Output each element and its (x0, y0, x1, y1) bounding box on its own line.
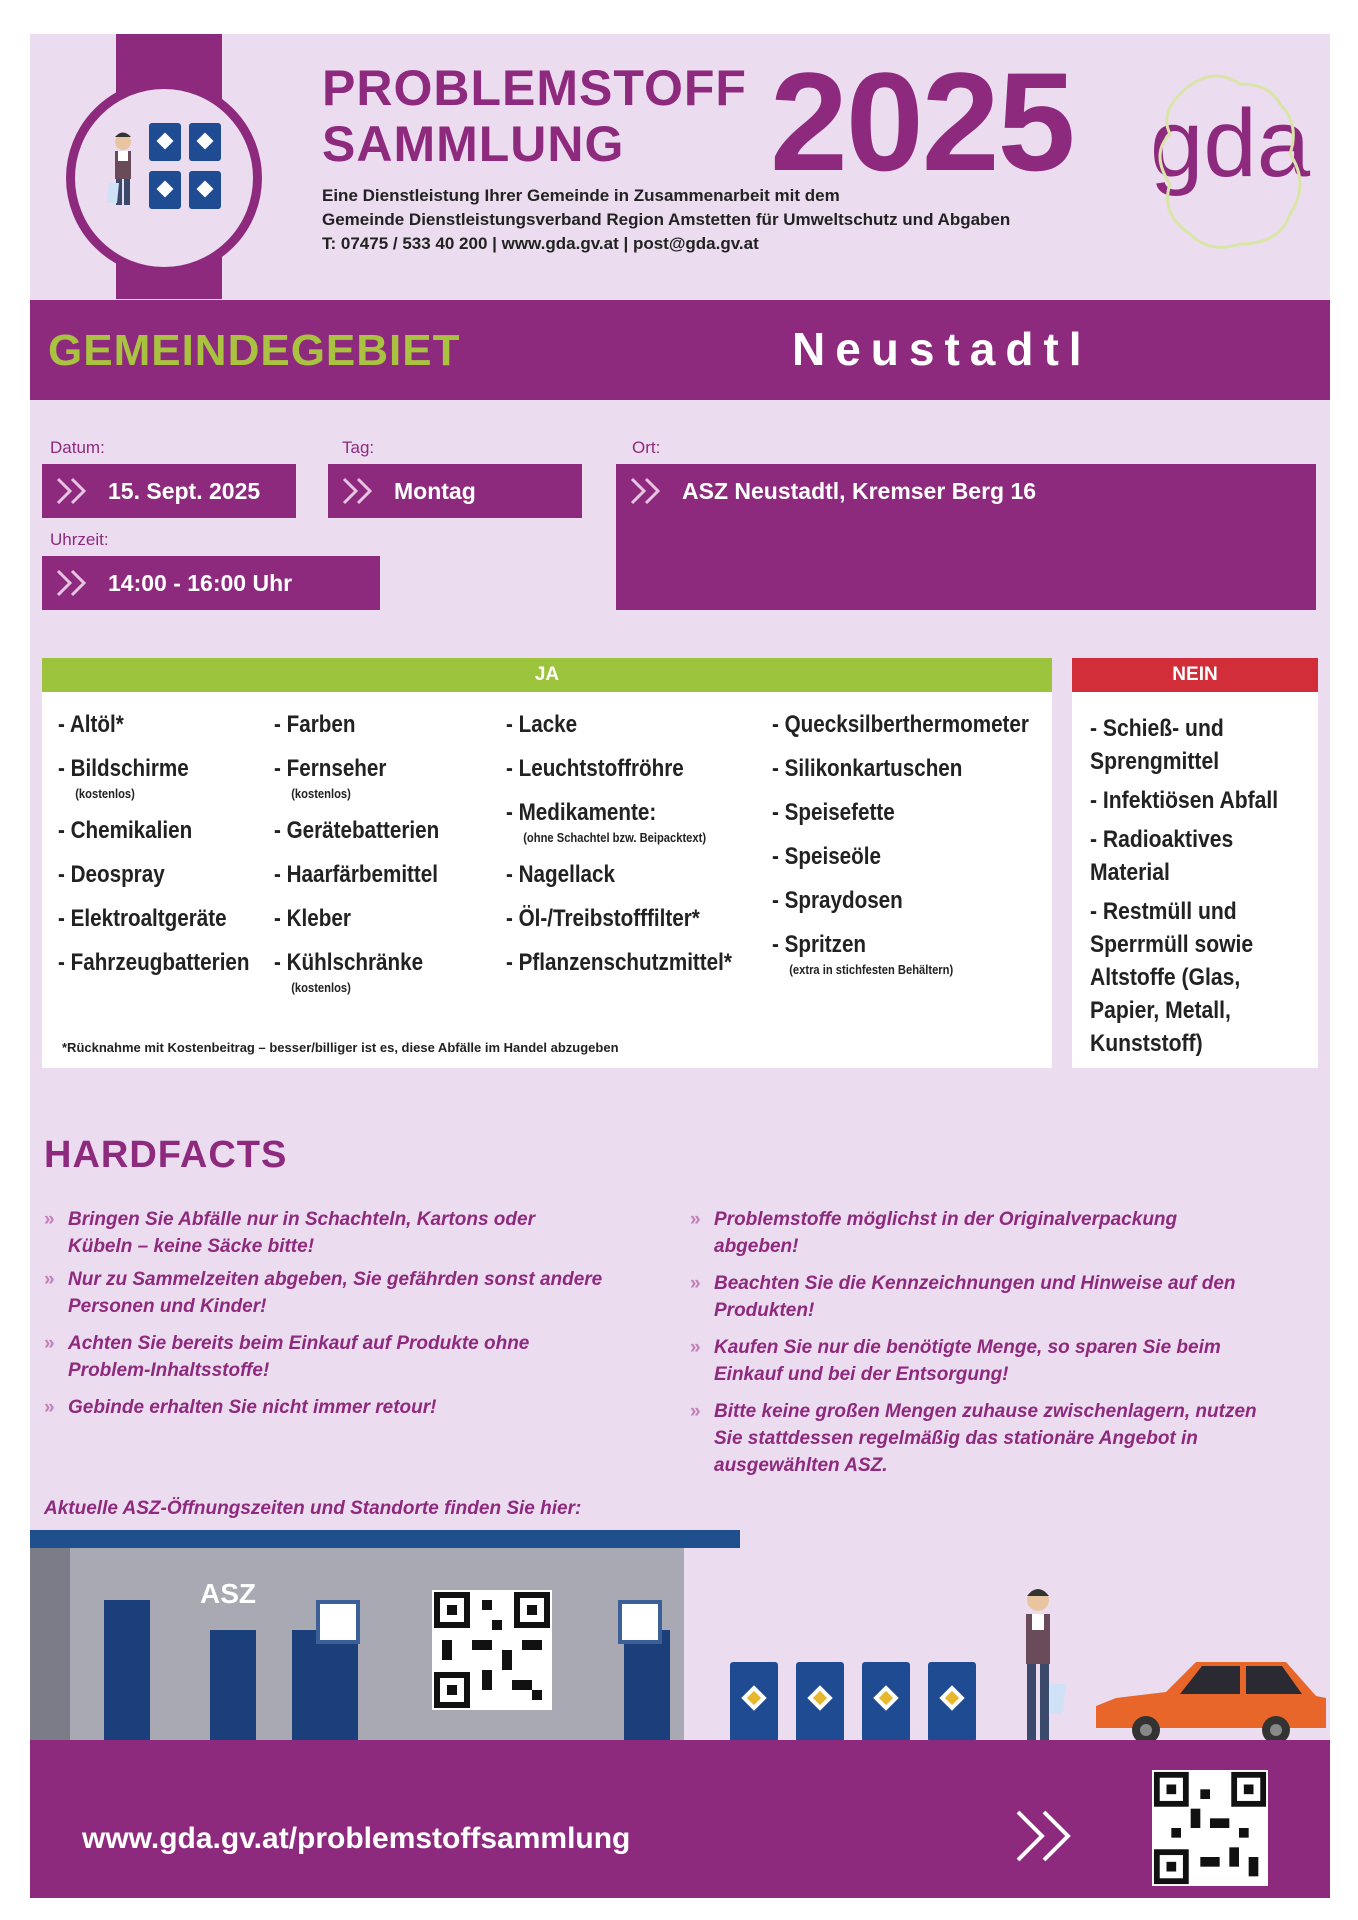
list-item: - Haarfärbemittel (274, 861, 439, 888)
list-item: - Fahrzeugbatterien (58, 949, 250, 976)
building-door (210, 1630, 256, 1740)
footer-url-link[interactable]: www.gda.gv.at/problemstoffsammlung (82, 1822, 631, 1855)
collection-logo (66, 80, 262, 276)
day-value: Montag (394, 478, 476, 504)
hardfact-item: » Bitte keine großen Mengen zuhause zwischenlagern, nutzen Sie stattdessen regelmäßig das stationäre Angebot in ausgewählten ASZ. (690, 1401, 1257, 1476)
list-item: - Speisefette (772, 799, 895, 826)
list-item: - Kühlschränke (kostenlos) (274, 949, 424, 995)
date-value: 15. Sept. 2025 (108, 478, 261, 504)
time-field (42, 556, 380, 610)
double-chevron-icon (630, 477, 670, 505)
double-chevron-icon (56, 477, 96, 505)
footer-qr-code[interactable] (1152, 1770, 1268, 1886)
hardfact-item: » Beachten Sie die Kennzeichnungen und Hinweise auf den Produkten! (690, 1273, 1236, 1321)
subtitle-line-1: Eine Dienstleistung Ihrer Gemeinde in Zusammenarbeit mit dem (322, 186, 840, 205)
footnote: *Rücknahme mit Kostenbeitrag – besser/billiger ist es, diese Abfälle im Handel abzugeben (62, 1040, 619, 1055)
hazard-barrel-icon (796, 1662, 844, 1742)
double-chevron-icon (342, 477, 382, 505)
hardfact-item: » Nur zu Sammelzeiten abgeben, Sie gefährden sonst andere Personen und Kinder! (44, 1269, 603, 1317)
car-icon (1090, 1648, 1330, 1744)
hazard-barrel-icon (730, 1662, 778, 1742)
list-item: - Altöl* (58, 711, 124, 738)
list-item: - Chemikalien (58, 817, 193, 844)
day-field (328, 464, 582, 518)
hardfact-item: » Achten Sie bereits beim Einkauf auf Produkte ohne Problem-Inhaltsstoffe! (44, 1333, 530, 1381)
place-label: Ort: (632, 438, 661, 457)
year: 2025 (770, 43, 1074, 200)
asz-qr-code[interactable] (432, 1590, 552, 1710)
building-roof (30, 1530, 740, 1548)
subtitle-line-2: Gemeinde Dienstleistungsverband Region Amstetten für Umweltschutz und Abgaben (322, 210, 1011, 229)
list-item: - Restmüll und Sperrmüll sowie Altstoffe (Glas, Papier, Metall, Kunststoff) (1090, 898, 1254, 1057)
hazard-barrel-icon (862, 1662, 910, 1742)
accepted-column-2 (274, 710, 466, 1010)
list-item: - Leuchtstoffröhre (506, 755, 684, 782)
asz-info-line: Aktuelle ASZ-Öffnungszeiten und Standorte finden Sie hier: (44, 1498, 582, 1519)
building-door (624, 1630, 670, 1740)
list-item: - Gerätebatterien (274, 817, 440, 844)
gda-logo: gda (1150, 90, 1311, 197)
list-item: - Lacke (506, 711, 578, 738)
municipality-name: Neustadtl (792, 323, 1092, 375)
accepted-column-4 (772, 710, 1071, 992)
list-item: - Spritzen (extra in stichfesten Behältern) (772, 931, 954, 977)
list-item: - Nagellack (506, 861, 615, 888)
title-line-1: PROBLEMSTOFF (322, 60, 747, 116)
hazard-barrel-icon (928, 1662, 976, 1742)
list-item: - Kleber (274, 905, 351, 932)
municipality-label: GEMEINDEGEBIET (48, 326, 461, 375)
time-value: 14:00 - 16:00 Uhr (108, 570, 293, 596)
rejected-list (1090, 712, 1305, 1066)
list-item: - Medikamente: (ohne Schachtel bzw. Beipacktext) (506, 799, 707, 845)
building-door (104, 1600, 150, 1740)
time-label: Uhrzeit: (50, 530, 109, 549)
building-door (292, 1630, 358, 1740)
list-item: - Fernseher (kostenlos) (274, 755, 387, 801)
hardfact-item: » Kaufen Sie nur die benötigte Menge, so sparen Sie beim Einkauf und bei der Entsorgung! (690, 1337, 1221, 1385)
hardfacts-title: HARDFACTS (44, 1134, 288, 1176)
qr-code-icon (1152, 1770, 1268, 1886)
building-sign: ASZ (200, 1578, 256, 1609)
list-item: - Quecksilberthermometer (772, 711, 1029, 738)
asz-building (70, 1548, 684, 1740)
building-side (30, 1548, 70, 1740)
date-label: Datum: (50, 438, 105, 457)
day-label: Tag: (342, 438, 375, 457)
contact-line: T: 07475 / 533 40 200 | www.gda.gv.at | post@gda.gv.at (322, 234, 759, 253)
double-chevron-icon (1014, 1808, 1090, 1864)
list-item: - Silikonkartuschen (772, 755, 963, 782)
list-item: - Deospray (58, 861, 165, 888)
hardfact-item: » Problemstoffe möglichst in der Originalverpackung abgeben! (690, 1209, 1178, 1257)
list-item: - Spraydosen (772, 887, 903, 914)
region-map-outline-icon (1150, 54, 1320, 274)
hardfact-item: » Bringen Sie Abfälle nur in Schachteln, Kartons oder Kübeln – keine Säcke bitte! (44, 1209, 535, 1257)
accepted-column-1 (58, 710, 281, 992)
title (322, 60, 747, 172)
hardfact-item: » Gebinde erhalten Sie nicht immer retour! (44, 1397, 437, 1418)
place-field (616, 464, 1316, 610)
footer (30, 1740, 1330, 1898)
flyer (30, 34, 1330, 1898)
place-value: ASZ Neustadtl, Kremser Berg 16 (682, 478, 1037, 504)
list-item: - Elektroaltgeräte (58, 905, 227, 932)
date-field (42, 464, 296, 518)
municipality-band (30, 300, 1330, 400)
list-item: - Pflanzenschutzmittel* (506, 949, 732, 976)
accepted-heading: JA (42, 658, 1052, 692)
list-item: - Radioaktives Material (1090, 826, 1234, 886)
list-item: - Infektiösen Abfall (1090, 787, 1279, 814)
rejected-heading: NEIN (1072, 658, 1318, 692)
building-window (316, 1600, 360, 1644)
subtitle (322, 184, 1010, 256)
qr-code-icon (432, 1590, 552, 1710)
list-item: - Speiseöle (772, 843, 881, 870)
accepted-column-3 (506, 710, 769, 992)
person-with-barrels-icon (75, 89, 253, 267)
title-line-2: SAMMLUNG (322, 116, 625, 172)
building-window (618, 1600, 662, 1644)
list-item: - Schieß- und Sprengmittel (1090, 715, 1224, 775)
list-item: - Öl-/Treibstofffilter* (506, 905, 700, 932)
person-icon (1008, 1584, 1068, 1744)
list-item: - Bildschirme (kostenlos) (58, 755, 189, 801)
double-chevron-icon (56, 569, 96, 597)
list-item: - Farben (274, 711, 356, 738)
